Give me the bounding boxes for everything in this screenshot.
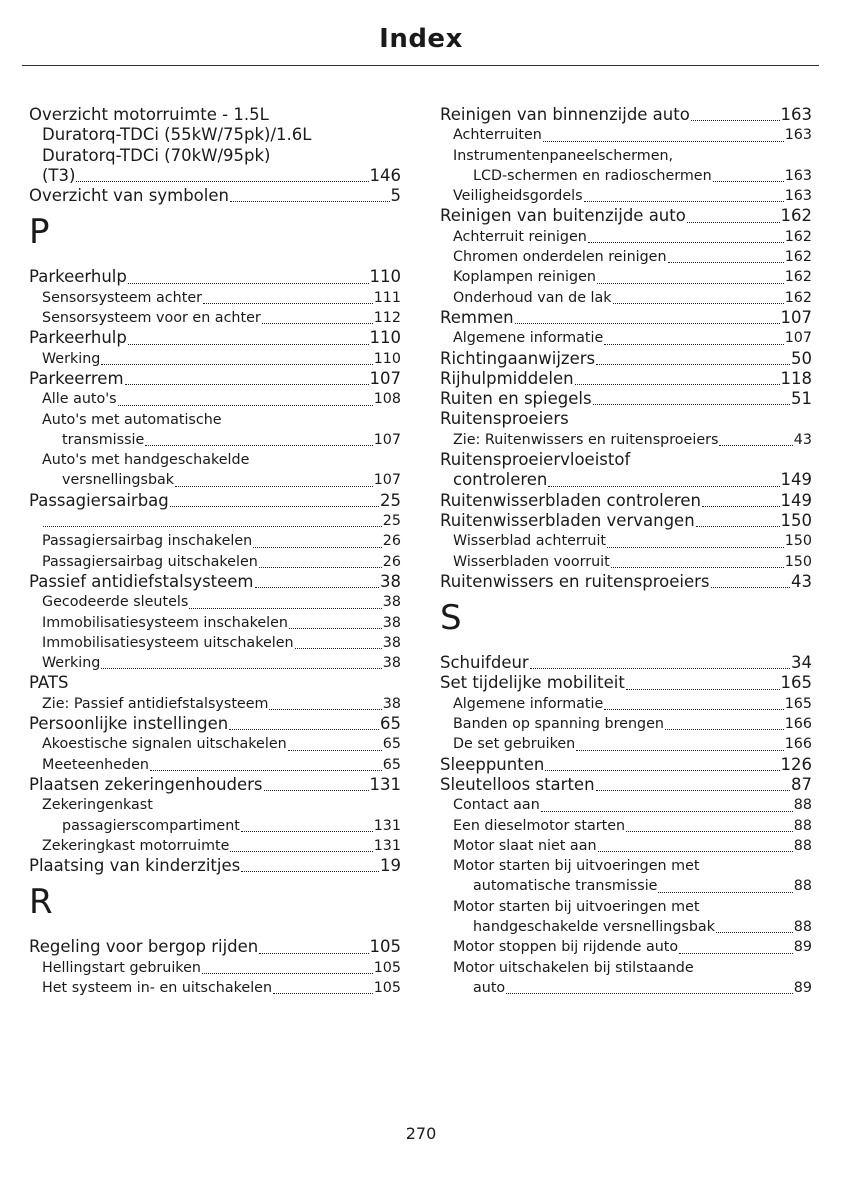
entry-page-number: 105: [369, 937, 401, 957]
index-entry: [440, 409, 812, 429]
index-subentry: [440, 531, 812, 551]
dot-leader: [295, 648, 382, 649]
index-subentry: [29, 410, 401, 430]
entry-text: Achterruiten: [453, 127, 542, 144]
index-subentry: [440, 897, 812, 917]
index-subentry: [440, 694, 812, 714]
entry-page-number: 38: [382, 594, 401, 611]
entry-text: PATS: [29, 673, 69, 693]
entry-page-number: 150: [780, 510, 812, 530]
entry-page-number: 126: [780, 754, 812, 774]
entry-page-number: 112: [373, 310, 401, 327]
dot-leader: [588, 242, 784, 243]
section-letter: S: [440, 598, 462, 639]
index-subentry: [29, 308, 401, 328]
entry-page-number: 38: [382, 634, 401, 651]
entry-page-number: 43: [793, 431, 812, 448]
index-entry: [29, 775, 401, 795]
index-subentry: [440, 125, 812, 145]
dot-leader: [506, 993, 793, 994]
section-letter: P: [29, 212, 50, 253]
entry-page-number: 88: [793, 918, 812, 935]
index-subentry: [29, 349, 401, 369]
entry-text: Parkeerhulp: [29, 267, 127, 287]
dot-leader: [101, 668, 381, 669]
index-subentry: [29, 450, 401, 470]
entry-page-number: 107: [369, 368, 401, 388]
entry-page-number: 43: [791, 571, 812, 591]
entry-text: Auto's met handgeschakelde: [42, 452, 250, 469]
entry-text: Algemene informatie: [453, 330, 604, 347]
dot-leader: [696, 526, 780, 527]
entry-text: Immobilisatiesysteem inschakelen: [42, 614, 288, 631]
dot-leader: [596, 790, 790, 791]
entry-text: Veiligheidsgordels: [453, 188, 583, 205]
entry-text: Overzicht van symbolen: [29, 186, 229, 206]
dot-leader: [604, 709, 783, 710]
entry-text: Het systeem in- en uitschakelen: [42, 979, 273, 996]
entry-text: Passagiersairbag inschakelen: [42, 533, 253, 550]
index-subentry: [440, 267, 812, 287]
index-subentry: [440, 836, 812, 856]
dot-leader: [702, 506, 780, 507]
index-subentry: [29, 795, 401, 815]
entry-page-number: 131: [373, 817, 401, 834]
dot-leader: [288, 750, 382, 751]
entry-text: Richtingaanwijzers: [440, 348, 596, 368]
entry-text: Werking: [42, 350, 101, 367]
entry-text: Rijhulpmiddelen: [440, 368, 574, 388]
dot-leader: [576, 750, 783, 751]
dot-leader: [273, 993, 373, 994]
entry-text: De set gebruiken: [453, 736, 576, 753]
dot-leader: [269, 709, 381, 710]
entry-page-number: 165: [780, 673, 812, 693]
entry-text: Akoestische signalen uitschakelen: [42, 736, 287, 753]
index-entry: [440, 673, 812, 693]
index-entry: [29, 856, 401, 876]
dot-leader: [596, 364, 790, 365]
index-entry: [440, 206, 812, 226]
entry-page-number: 162: [780, 206, 812, 226]
entry-page-number: 107: [780, 307, 812, 327]
entry-text: Passagiersairbag uitschakelen: [42, 553, 258, 570]
index-subentry: [29, 125, 401, 145]
index-entry: [440, 105, 812, 125]
entry-page-number: 162: [784, 228, 812, 245]
entry-text: Een dieselmotor starten: [453, 817, 626, 834]
entry-text: Ruitenwisserbladen controleren: [440, 490, 701, 510]
entry-text: Parkeerrem: [29, 368, 124, 388]
page-title: Index: [379, 24, 463, 54]
entry-page-number: 162: [784, 289, 812, 306]
entry-page-number: 26: [382, 553, 401, 570]
entry-text: Algemene informatie: [453, 695, 604, 712]
index-entry: [29, 105, 401, 125]
entry-page-number: 162: [784, 269, 812, 286]
entry-text: Auto's met automatische: [42, 411, 222, 428]
entry-page-number: 163: [780, 105, 812, 124]
index-entry: [440, 369, 812, 389]
index-subentry: [440, 552, 812, 572]
dot-leader: [548, 486, 779, 487]
entry-text: Alle auto's: [42, 391, 117, 408]
dot-leader: [687, 222, 780, 223]
dot-leader: [189, 608, 382, 609]
entry-page-number: 38: [382, 614, 401, 631]
dot-leader: [230, 851, 372, 852]
entry-page-number: 38: [380, 571, 401, 591]
dot-leader: [711, 587, 790, 588]
entry-text: Sleeppunten: [440, 754, 545, 774]
dot-leader: [203, 303, 373, 304]
index-entry: [29, 673, 401, 693]
dot-leader: [598, 851, 793, 852]
dot-leader: [43, 526, 382, 527]
entry-page-number: 25: [382, 513, 401, 530]
entry-page-number: 166: [784, 736, 812, 753]
entry-text: passagierscompartiment: [62, 817, 240, 834]
entry-text: Ruitenwissers en ruitensproeiers: [440, 571, 710, 591]
index-subentry: [440, 146, 812, 166]
index-column-left: [29, 105, 401, 998]
entry-text: Gecodeerde sleutels: [42, 594, 189, 611]
entry-text: versnellingsbak: [62, 472, 175, 489]
dot-leader: [101, 364, 372, 365]
entry-page-number: 65: [382, 756, 401, 773]
index-subentry: [440, 186, 812, 206]
index-entry: [29, 186, 401, 206]
entry-page-number: 89: [793, 979, 812, 996]
index-entry: [440, 389, 812, 409]
entry-page-number: 118: [780, 368, 812, 388]
entry-page-number: 162: [784, 249, 812, 266]
index-entry: [440, 572, 812, 592]
entry-text: Motor slaat niet aan: [453, 837, 597, 854]
dot-leader: [611, 567, 784, 568]
entry-text: Motor starten bij uitvoeringen met: [453, 858, 700, 875]
dot-leader: [543, 141, 784, 142]
dot-leader: [229, 729, 379, 730]
entry-text: Sensorsysteem achter: [42, 289, 202, 306]
entry-text: Wisserbladen voorruit: [453, 553, 610, 570]
entry-text: Motor stoppen bij rijdende auto: [453, 939, 679, 956]
entry-text: automatische transmissie: [473, 878, 658, 895]
dot-leader: [264, 790, 369, 791]
entry-text: Banden op spanning brengen: [453, 716, 664, 733]
entry-page-number: 107: [784, 330, 812, 347]
index-subentry: [440, 937, 812, 957]
entry-text: Sleutelloos starten: [440, 774, 595, 794]
dot-leader: [118, 405, 373, 406]
dot-leader: [658, 892, 792, 893]
entry-page-number: 146: [369, 165, 401, 185]
index-subentry: [29, 166, 401, 186]
index-subentry: [29, 755, 401, 775]
index-subentry: [29, 511, 401, 531]
entry-page-number: 88: [793, 817, 812, 834]
entry-text: Achterruit reinigen: [453, 228, 587, 245]
index-entry: [29, 937, 401, 957]
index-entry: [29, 714, 401, 734]
index-subentry: [29, 694, 401, 714]
index-subentry: [440, 430, 812, 450]
dot-leader: [545, 770, 779, 771]
entry-text: Chromen onderdelen reinigen: [453, 249, 667, 266]
entry-text: Zie: Passief antidiefstalsysteem: [42, 695, 269, 712]
index-entry: [29, 267, 401, 287]
index-entry: [440, 653, 812, 673]
dot-leader: [668, 262, 784, 263]
entry-text: Schuifdeur: [440, 653, 529, 673]
index-subentry: [29, 288, 401, 308]
entry-text: Motor uitschakelen bij stilstaande: [453, 959, 694, 976]
entry-page-number: 131: [373, 837, 401, 854]
dot-leader: [128, 283, 369, 284]
dot-leader: [230, 201, 390, 202]
entry-text: transmissie: [62, 431, 145, 448]
entry-text: auto: [473, 979, 506, 996]
entry-page-number: 149: [780, 470, 812, 490]
entry-page-number: 163: [784, 127, 812, 144]
index-entry: [440, 349, 812, 369]
entry-text: Meeteenheden: [42, 756, 149, 773]
index-subentry: [440, 816, 812, 836]
entry-text: Passagiersairbag: [29, 490, 169, 510]
entry-text: handgeschakelde versnellingsbak: [473, 918, 715, 935]
entry-text: Ruitenwisserbladen vervangen: [440, 510, 695, 530]
index-subentry: [29, 978, 401, 998]
dot-leader: [626, 689, 780, 690]
entry-page-number: 34: [791, 653, 812, 673]
index-entry: [29, 572, 401, 592]
entry-page-number: 5: [390, 186, 401, 206]
dot-leader: [626, 831, 793, 832]
entry-page-number: 107: [373, 431, 401, 448]
index-subentry: [440, 978, 812, 998]
index-subentry: [440, 876, 812, 896]
dot-leader: [530, 668, 790, 669]
entry-page-number: 38: [382, 655, 401, 672]
index-subentry: [29, 146, 401, 166]
entry-text: controleren: [453, 470, 548, 490]
entry-text: Onderhoud van de lak: [453, 289, 612, 306]
dot-leader: [593, 404, 790, 405]
index-subentry: [29, 552, 401, 572]
index-subentry: [29, 613, 401, 633]
dot-leader: [613, 303, 784, 304]
dot-leader: [170, 506, 379, 507]
entry-page-number: 88: [793, 878, 812, 895]
entry-page-number: 38: [382, 695, 401, 712]
index-entry: [440, 491, 812, 511]
entry-text: Reinigen van binnenzijde auto: [440, 105, 690, 124]
dot-leader: [255, 587, 379, 588]
index-entry: [29, 328, 401, 348]
index-subentry: [440, 288, 812, 308]
entry-page-number: 51: [791, 389, 812, 409]
dot-leader: [604, 344, 783, 345]
entry-text: Ruitensproeiers: [440, 409, 569, 429]
index-entry: [440, 755, 812, 775]
dot-leader: [125, 384, 369, 385]
entry-page-number: 19: [380, 856, 401, 876]
dot-leader: [584, 201, 784, 202]
entry-page-number: 50: [791, 348, 812, 368]
index-subentry: [440, 470, 812, 490]
index-subentry: [440, 795, 812, 815]
page-number: 270: [405, 1124, 437, 1143]
index-subentry: [440, 734, 812, 754]
entry-text: (T3): [42, 165, 76, 185]
index-column-right: [440, 105, 812, 998]
entry-text: Instrumentenpaneelschermen,: [453, 147, 674, 164]
entry-text: Ruiten en spiegels: [440, 389, 592, 409]
entry-page-number: 165: [784, 695, 812, 712]
entry-page-number: 26: [382, 533, 401, 550]
dot-leader: [289, 628, 382, 629]
entry-text: Hellingstart gebruiken: [42, 959, 201, 976]
index-subentry: [29, 816, 401, 836]
dot-leader: [713, 181, 784, 182]
entry-text: Motor starten bij uitvoeringen met: [453, 898, 700, 915]
entry-text: Immobilisatiesysteem uitschakelen: [42, 634, 294, 651]
index-subentry: [29, 836, 401, 856]
entry-text: Overzicht motorruimte - 1.5L: [29, 105, 269, 124]
entry-page-number: 108: [373, 391, 401, 408]
index-entry: [29, 491, 401, 511]
entry-text: Regeling voor bergop rijden: [29, 937, 259, 957]
dot-leader: [575, 384, 780, 385]
dot-leader: [665, 729, 784, 730]
entry-page-number: 87: [791, 774, 812, 794]
entry-page-number: 131: [369, 774, 401, 794]
index-subentry: [29, 470, 401, 490]
dot-leader: [262, 323, 373, 324]
index-subentry: [440, 247, 812, 267]
dot-leader: [259, 567, 382, 568]
dot-leader: [253, 547, 382, 548]
entry-text: Ruitensproeiervloeistof: [440, 450, 631, 470]
dot-leader: [259, 953, 368, 954]
entry-page-number: 149: [780, 490, 812, 510]
index-subentry: [29, 430, 401, 450]
entry-page-number: 107: [373, 472, 401, 489]
index-subentry: [440, 166, 812, 186]
dot-leader: [719, 445, 792, 446]
dot-leader: [150, 770, 382, 771]
index-subentry: [29, 653, 401, 673]
entry-text: Koplampen reinigen: [453, 269, 596, 286]
entry-text: Zekeringenkast: [42, 797, 153, 814]
dot-leader: [128, 344, 369, 345]
dot-leader: [175, 486, 373, 487]
index-subentry: [440, 856, 812, 876]
entry-page-number: 105: [373, 959, 401, 976]
entry-text: Zie: Ruitenwissers en ruitensproeiers: [453, 431, 719, 448]
entry-text: Sensorsysteem voor en achter: [42, 310, 261, 327]
dot-leader: [716, 932, 793, 933]
entry-page-number: 88: [793, 837, 812, 854]
section-letter: R: [29, 882, 53, 923]
index-subentry: [29, 734, 401, 754]
entry-page-number: 163: [784, 167, 812, 184]
entry-text: Zekeringkast motorruimte: [42, 837, 230, 854]
index-subentry: [29, 531, 401, 551]
entry-text: Passief antidiefstalsysteem: [29, 571, 254, 591]
entry-text: Contact aan: [453, 797, 540, 814]
entry-page-number: 163: [784, 188, 812, 205]
dot-leader: [679, 953, 793, 954]
dot-leader: [241, 871, 379, 872]
entry-text: Werking: [42, 655, 101, 672]
index-subentry: [29, 389, 401, 409]
dot-leader: [241, 831, 373, 832]
entry-text: Persoonlijke instellingen: [29, 714, 229, 734]
entry-text: Reinigen van buitenzijde auto: [440, 206, 686, 226]
entry-text: Set tijdelijke mobiliteit: [440, 673, 625, 693]
entry-page-number: 150: [784, 553, 812, 570]
index-subentry: [29, 592, 401, 612]
entry-text: Wisserblad achterruit: [453, 533, 607, 550]
entry-page-number: 110: [369, 267, 401, 287]
entry-text: Remmen: [440, 307, 514, 327]
entry-page-number: 111: [373, 289, 401, 306]
index-entry: [440, 450, 812, 470]
dot-leader: [76, 181, 368, 182]
index-subentry: [440, 958, 812, 978]
dot-leader: [515, 323, 780, 324]
entry-text: Parkeerhulp: [29, 328, 127, 348]
index-subentry: [440, 917, 812, 937]
index-subentry: [440, 328, 812, 348]
index-entry: [440, 511, 812, 531]
index-subentry: [440, 714, 812, 734]
entry-page-number: 105: [373, 979, 401, 996]
index-entry: [440, 775, 812, 795]
entry-page-number: 65: [380, 714, 401, 734]
entry-page-number: 110: [369, 328, 401, 348]
index-subentry: [29, 633, 401, 653]
dot-leader: [145, 445, 372, 446]
header-rule: [22, 65, 819, 66]
index-subentry: [440, 227, 812, 247]
dot-leader: [607, 547, 784, 548]
entry-page-number: 89: [793, 939, 812, 956]
entry-page-number: 150: [784, 533, 812, 550]
dot-leader: [541, 811, 793, 812]
dot-leader: [597, 283, 784, 284]
index-entry: [29, 369, 401, 389]
entry-page-number: 88: [793, 797, 812, 814]
entry-page-number: 166: [784, 716, 812, 733]
entry-page-number: 25: [380, 490, 401, 510]
entry-page-number: 110: [373, 350, 401, 367]
entry-text: Duratorq-TDCi (55kW/75pk)/1.6L: [42, 125, 312, 145]
entry-page-number: 65: [382, 736, 401, 753]
entry-text: Plaatsing van kinderzitjes: [29, 856, 241, 876]
entry-text: Duratorq-TDCi (70kW/95pk): [42, 145, 271, 165]
dot-leader: [202, 973, 373, 974]
entry-text: Plaatsen zekeringenhouders: [29, 774, 263, 794]
dot-leader: [691, 120, 780, 121]
index-subentry: [29, 958, 401, 978]
entry-text: LCD-schermen en radioschermen: [473, 167, 712, 184]
index-entry: [440, 308, 812, 328]
